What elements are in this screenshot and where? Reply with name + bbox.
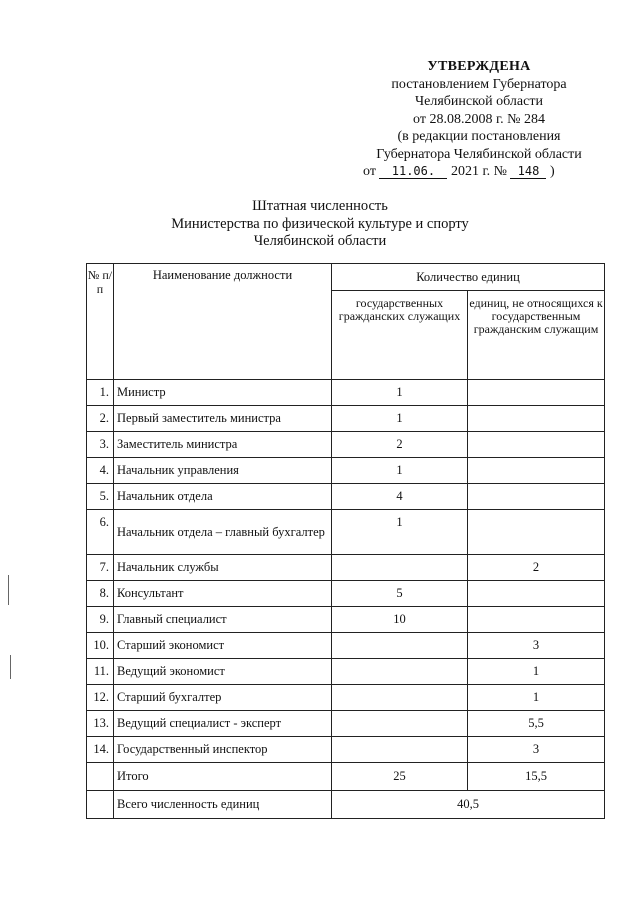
position-name: Начальник отдела – главный бухгалтер: [114, 510, 332, 555]
position-name: Консультант: [114, 581, 332, 607]
title-line-2: Министерства по физической культуре и спорту: [171, 215, 469, 232]
approval-heading: УТВЕРЖДЕНА: [427, 59, 531, 74]
total-row: [87, 763, 605, 791]
total-no-cell: [87, 763, 114, 791]
row-number: 7.: [87, 555, 114, 581]
total-label: Итого: [114, 763, 332, 791]
position-name: Ведущий специалист - эксперт: [114, 711, 332, 737]
approval-prefix: от: [363, 164, 376, 179]
total-civil: 25: [332, 763, 468, 791]
civil-count: [332, 659, 468, 685]
approval-line-1: постановлением Губернатора: [391, 76, 567, 92]
position-name: Начальник службы: [114, 555, 332, 581]
approval-line-5: Губернатора Челябинской области: [376, 146, 582, 162]
scan-margin-mark: [8, 575, 9, 605]
noncivil-count: 1: [468, 685, 605, 711]
position-name: Первый заместитель министра: [114, 406, 332, 432]
approval-date-line: [355, 163, 603, 181]
approval-year: 2021 г. №: [450, 164, 507, 179]
position-name: Старший бухгалтер: [114, 685, 332, 711]
header-civil: государственных гражданских служащих: [332, 291, 468, 380]
position-name: Государственный инспектор: [114, 737, 332, 763]
noncivil-count: [468, 607, 605, 633]
header-no: № п/п: [87, 264, 114, 380]
civil-count: 1: [332, 458, 468, 484]
civil-count: 1: [332, 510, 468, 555]
civil-count: 4: [332, 484, 468, 510]
noncivil-count: 3: [468, 633, 605, 659]
title-line-1: Штатная численность: [252, 198, 388, 214]
table-row: [87, 711, 605, 737]
approval-line-4: (в редакции постановления: [397, 129, 561, 144]
civil-count: 5: [332, 581, 468, 607]
grand-total-no-cell: [87, 791, 114, 819]
grand-total-row: [87, 791, 605, 819]
noncivil-count: [468, 581, 605, 607]
table-row: [87, 484, 605, 510]
noncivil-count: [468, 484, 605, 510]
noncivil-count: [468, 458, 605, 484]
total-noncivil: 15,5: [468, 763, 605, 791]
civil-count: [332, 711, 468, 737]
noncivil-count: 1: [468, 659, 605, 685]
noncivil-count: 3: [468, 737, 605, 763]
row-number: 14.: [87, 737, 114, 763]
approval-suffix: ): [549, 164, 555, 179]
noncivil-count: [468, 432, 605, 458]
title-line-3: Челябинской области: [253, 233, 387, 249]
table-row: [87, 458, 605, 484]
table-row: [87, 432, 605, 458]
document-title: [120, 198, 520, 251]
civil-count: 1: [332, 406, 468, 432]
position-name: Ведущий экономист: [114, 659, 332, 685]
approval-line-3: от 28.08.2008 г. № 284: [413, 111, 545, 127]
grand-total-label: Всего численность единиц: [114, 791, 332, 819]
noncivil-count: 2: [468, 555, 605, 581]
row-number: 1.: [87, 380, 114, 406]
noncivil-count: [468, 406, 605, 432]
position-name: Главный специалист: [114, 607, 332, 633]
noncivil-count: [468, 380, 605, 406]
position-name: Заместитель министра: [114, 432, 332, 458]
position-name: Старший экономист: [114, 633, 332, 659]
row-number: 3.: [87, 432, 114, 458]
row-number: 5.: [87, 484, 114, 510]
civil-count: [332, 555, 468, 581]
noncivil-count: 5,5: [468, 711, 605, 737]
table-row: [87, 581, 605, 607]
civil-count: [332, 633, 468, 659]
header-quantity: Количество единиц: [332, 264, 605, 291]
table-row: [87, 380, 605, 406]
row-number: 9.: [87, 607, 114, 633]
civil-count: 2: [332, 432, 468, 458]
header-noncivil: единиц, не относящихся к государственным гражданским служащим: [468, 291, 605, 380]
civil-count: [332, 685, 468, 711]
handwritten-number: 148: [510, 164, 546, 179]
row-number: 6.: [87, 510, 114, 555]
position-name: Начальник управления: [114, 458, 332, 484]
row-number: 2.: [87, 406, 114, 432]
approval-stamp: [355, 58, 603, 181]
approval-line-2: Челябинской области: [415, 94, 543, 109]
table-row: [87, 659, 605, 685]
row-number: 4.: [87, 458, 114, 484]
staff-table: [86, 263, 605, 819]
table-row: [87, 737, 605, 763]
position-name: Министр: [114, 380, 332, 406]
table-row: [87, 555, 605, 581]
table-row: [87, 406, 605, 432]
civil-count: 10: [332, 607, 468, 633]
table-row: [87, 685, 605, 711]
civil-count: [332, 737, 468, 763]
row-number: 12.: [87, 685, 114, 711]
position-name: Начальник отдела: [114, 484, 332, 510]
header-name: Наименование должности: [114, 264, 332, 380]
noncivil-count: [468, 510, 605, 555]
table-row: [87, 607, 605, 633]
scan-margin-mark: [10, 655, 11, 679]
table-row: [87, 633, 605, 659]
row-number: 8.: [87, 581, 114, 607]
civil-count: 1: [332, 380, 468, 406]
handwritten-date: 11.06.: [379, 164, 447, 179]
row-number: 11.: [87, 659, 114, 685]
grand-total-value: 40,5: [332, 791, 605, 819]
row-number: 13.: [87, 711, 114, 737]
table-row: [87, 510, 605, 555]
row-number: 10.: [87, 633, 114, 659]
